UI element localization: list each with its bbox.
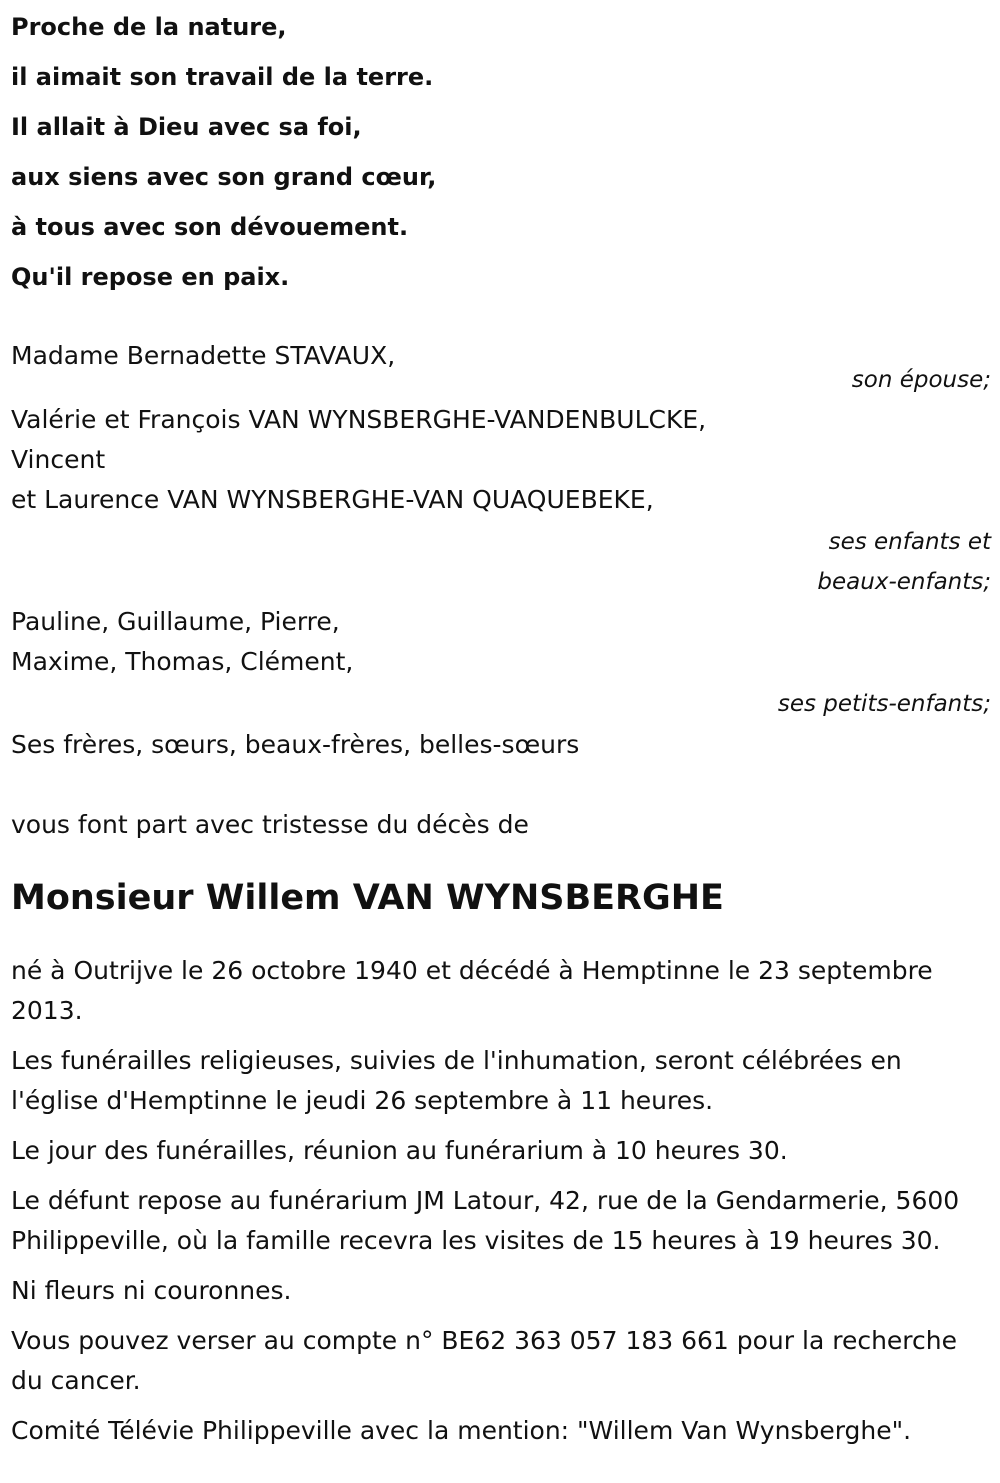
children-name: Vincent xyxy=(11,445,106,474)
birth-death-details: né à Outrijve le 26 octobre 1940 et décédé à Hemptinne le 23 septembre 2013. xyxy=(11,956,933,1025)
children-name: et Laurence VAN WYNSBERGHE-VAN QUAQUEBEKE, xyxy=(11,485,654,514)
meeting-details: Le jour des funérailles, réunion au funérarium à 10 heures 30. xyxy=(11,1136,788,1165)
poem-line: aux siens avec son grand cœur, xyxy=(11,163,437,191)
donation-mention: Comité Télévie Philippeville avec la mention: "Willem Van Wynsberghe". xyxy=(11,1416,912,1445)
spouse-role: son épouse; xyxy=(851,367,991,393)
children-group xyxy=(11,400,991,602)
children-role: ses enfants et xyxy=(828,529,991,555)
grandchildren-name: Maxime, Thomas, Clément, xyxy=(11,647,354,676)
grandchildren-role: ses petits-enfants; xyxy=(777,691,991,717)
children-name: Valérie et François VAN WYNSBERGHE-VANDENBULCKE, xyxy=(11,405,707,434)
poem-line: Proche de la nature, xyxy=(11,13,287,41)
spouse-group xyxy=(11,336,991,400)
deceased-name: Monsieur Willem VAN WYNSBERGHE xyxy=(11,878,724,918)
poem-line: à tous avec son dévouement. xyxy=(11,213,409,241)
children-role: beaux-enfants; xyxy=(817,569,991,595)
poem-line: Qu'il repose en paix. xyxy=(11,263,290,291)
funeral-details: Les funérailles religieuses, suivies de l'inhumation, seront célébrées en l'église d'Hemptinne le jeudi 26 septembre à 11 heures. xyxy=(11,1046,902,1115)
grandchildren-group xyxy=(11,602,991,724)
poem-line: il aimait son travail de la terre. xyxy=(11,63,434,91)
poem-line: Il allait à Dieu avec sa foi, xyxy=(11,113,362,141)
donation-details: Vous pouvez verser au compte n° BE62 363 057 183 661 pour la recherche du cancer. xyxy=(11,1326,957,1395)
spouse-name: Madame Bernadette STAVAUX, xyxy=(11,341,396,370)
obituary-notice xyxy=(11,0,991,1451)
grandchildren-name: Pauline, Guillaume, Pierre, xyxy=(11,607,340,636)
flowers-note: Ni fleurs ni couronnes. xyxy=(11,1276,292,1305)
siblings-name: Ses frères, sœurs, beaux-frères, belles-sœurs xyxy=(11,730,580,759)
poem xyxy=(11,2,991,302)
visitation-details: Le défunt repose au funérarium JM Latour, 42, rue de la Gendarmerie, 5600 Philippeville, où la famille recevra les visites de 15 heures à 19 heures 30. xyxy=(11,1186,960,1255)
siblings-group xyxy=(11,725,991,765)
announcement: vous font part avec tristesse du décès de xyxy=(11,810,529,839)
